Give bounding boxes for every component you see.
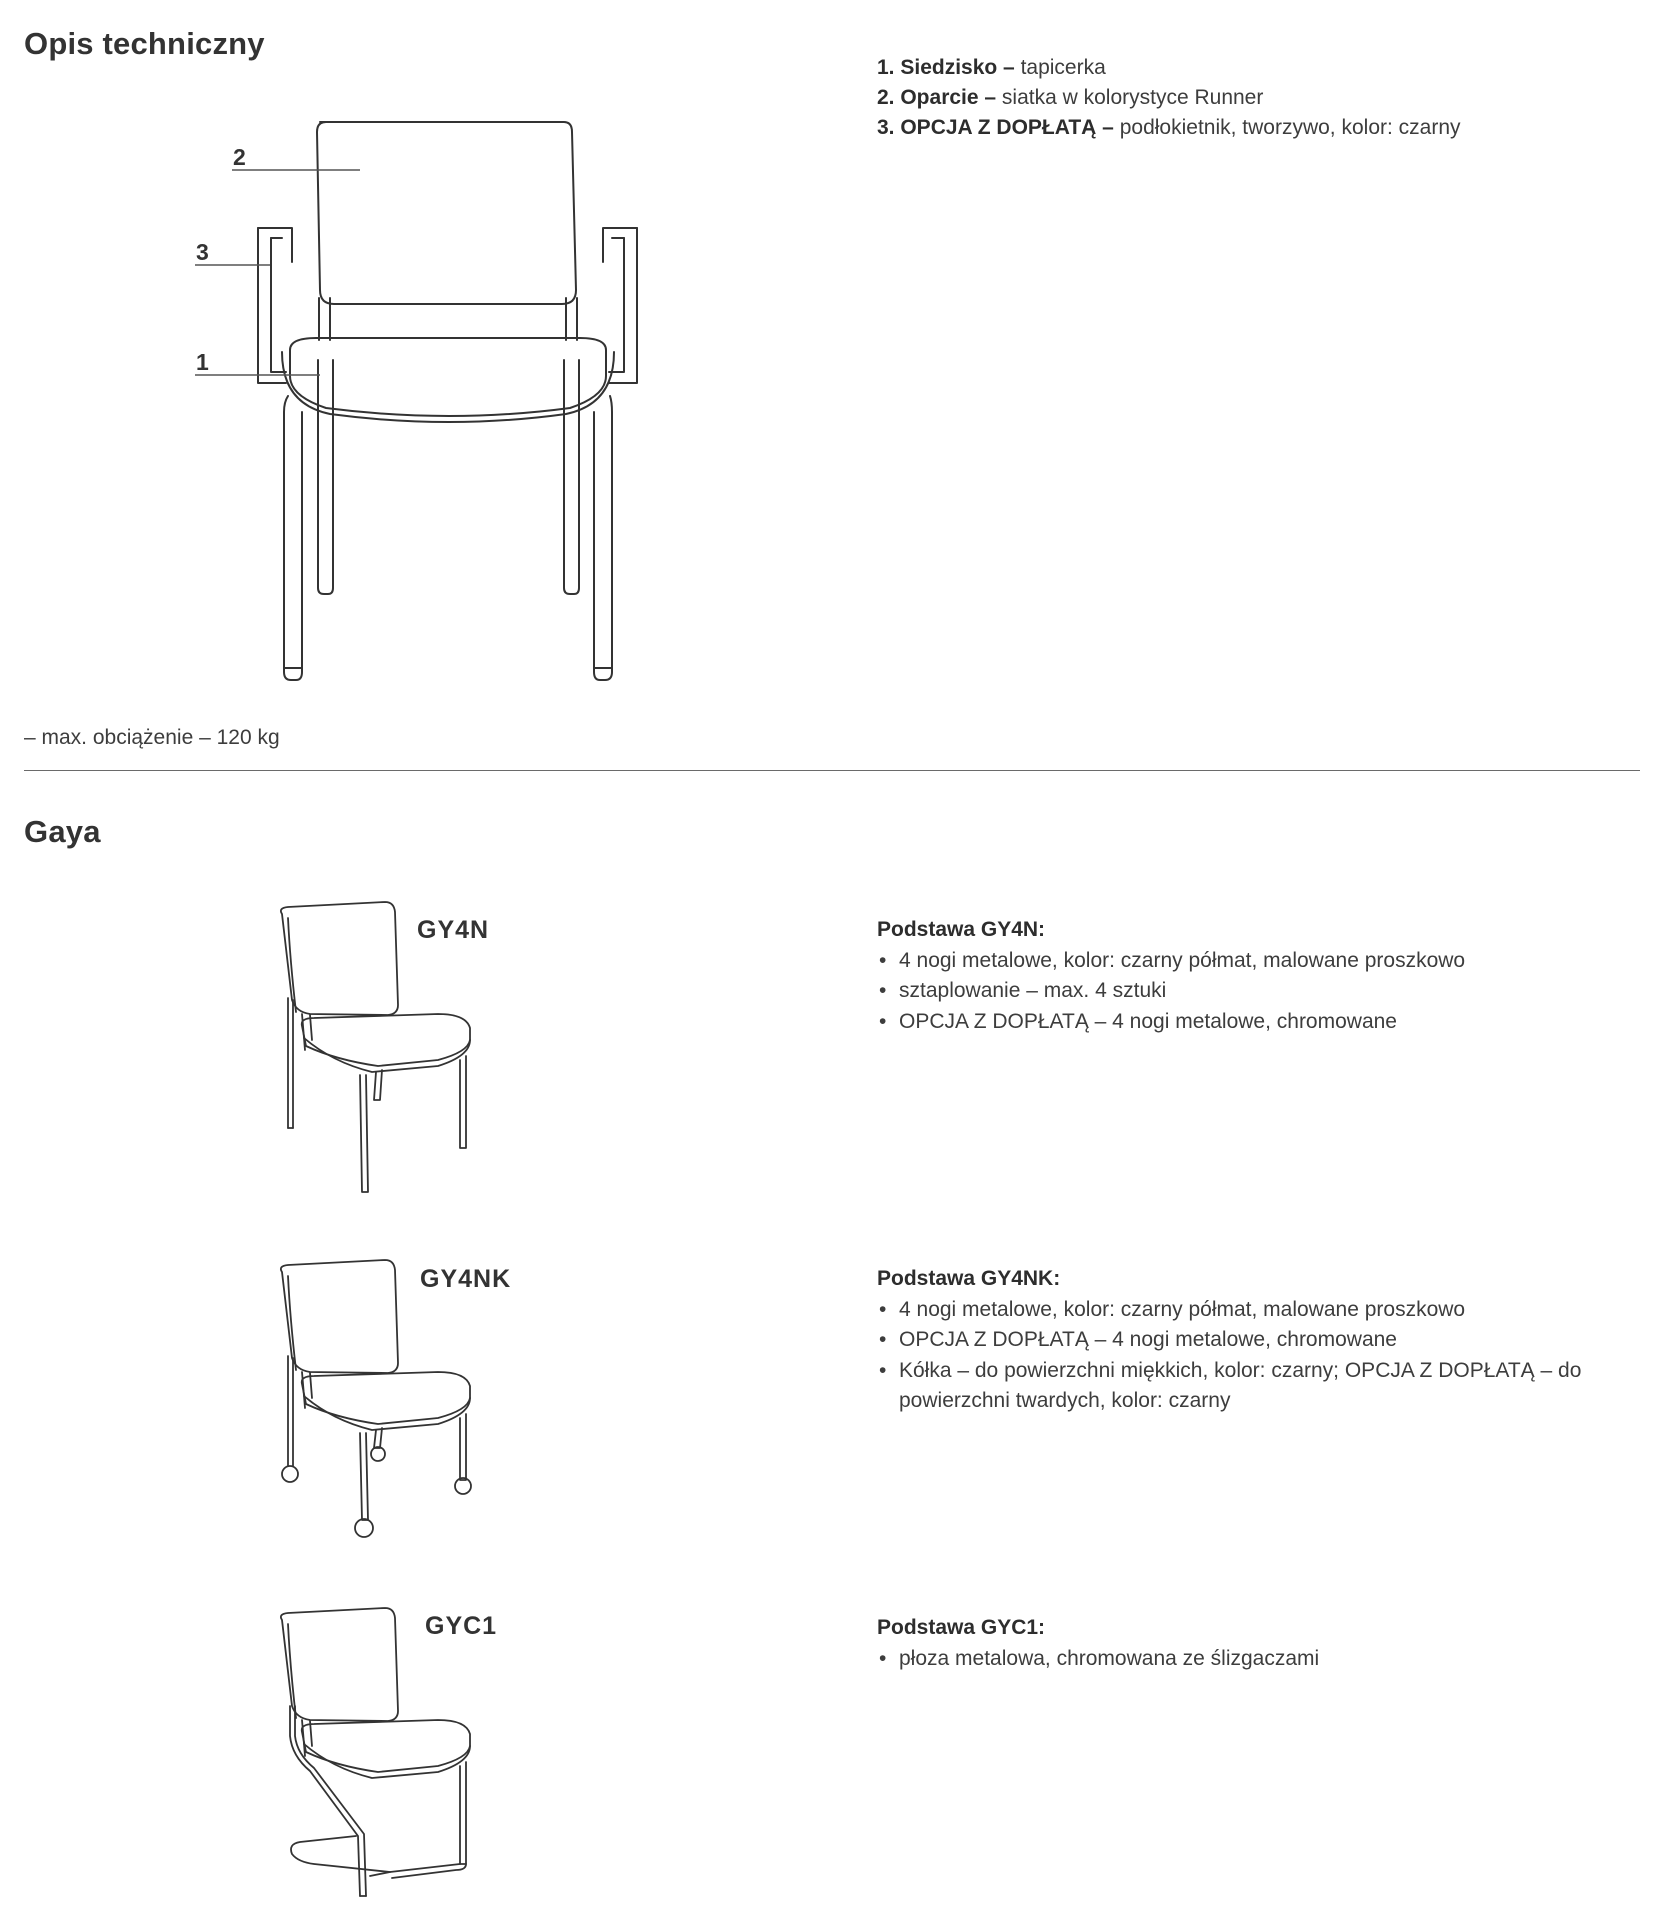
model-bullet: • sztaplowanie – max. 4 sztuki bbox=[877, 976, 1637, 1007]
spec-text: tapicerka bbox=[1020, 56, 1106, 79]
model-bullet: • OPCJA Z DOPŁATĄ – 4 nogi metalowe, chromowane bbox=[877, 1325, 1637, 1356]
model-code-gy4n: GY4N bbox=[417, 916, 490, 944]
max-load-note: – max. obciążenie – 120 kg bbox=[24, 726, 280, 749]
model-desc-gy4nk bbox=[877, 1264, 1637, 1417]
sled-base-chair-icon bbox=[270, 1606, 480, 1906]
model-bullet: • 4 nogi metalowe, kolor: czarny półmat, malowane proszkowo bbox=[877, 1295, 1637, 1326]
four-leg-chair-icon bbox=[270, 900, 480, 1200]
spec-text: podłokietnik, tworzywo, kolor: czarny bbox=[1119, 116, 1461, 139]
model-bullet: • OPCJA Z DOPŁATĄ – 4 nogi metalowe, chromowane bbox=[877, 1007, 1637, 1038]
model-code-gyc1: GYC1 bbox=[425, 1612, 498, 1640]
model-desc-gyc1 bbox=[877, 1613, 1637, 1674]
model-bullet: • 4 nogi metalowe, kolor: czarny półmat, malowane proszkowo bbox=[877, 946, 1637, 977]
callout-2: 2 bbox=[233, 144, 246, 170]
spec-label: 1. Siedzisko – bbox=[877, 56, 1015, 79]
castor-chair-icon bbox=[270, 1258, 480, 1558]
model-title: Podstawa GYC1: bbox=[877, 1616, 1046, 1639]
model-bullet: • płoza metalowa, chromowana ze ślizgaczami bbox=[877, 1644, 1637, 1675]
model-desc-gy4n bbox=[877, 915, 1637, 1037]
spec-label: 3. OPCJA Z DOPŁATĄ – bbox=[877, 116, 1114, 139]
callout-3: 3 bbox=[196, 239, 209, 265]
model-title: Podstawa GY4NK: bbox=[877, 1267, 1061, 1290]
technical-heading: Opis techniczny bbox=[24, 26, 265, 61]
technical-spec-list bbox=[877, 53, 1461, 143]
spec-item bbox=[877, 53, 1461, 83]
callout-1: 1 bbox=[196, 349, 209, 375]
front-chair-diagram bbox=[0, 0, 700, 700]
section-divider bbox=[24, 770, 1640, 771]
spec-item bbox=[877, 83, 1461, 113]
model-title: Podstawa GY4N: bbox=[877, 918, 1046, 941]
spec-item bbox=[877, 113, 1461, 143]
model-bullet: • Kółka – do powierzchni miękkich, kolor: czarny; OPCJA Z DOPŁATĄ – do powierzchni twardych, kolor: czarny bbox=[877, 1356, 1637, 1417]
gaya-heading: Gaya bbox=[24, 814, 101, 849]
spec-text: siatka w kolorystyce Runner bbox=[1001, 86, 1264, 109]
spec-label: 2. Oparcie – bbox=[877, 86, 997, 109]
model-code-gy4nk: GY4NK bbox=[420, 1265, 512, 1293]
